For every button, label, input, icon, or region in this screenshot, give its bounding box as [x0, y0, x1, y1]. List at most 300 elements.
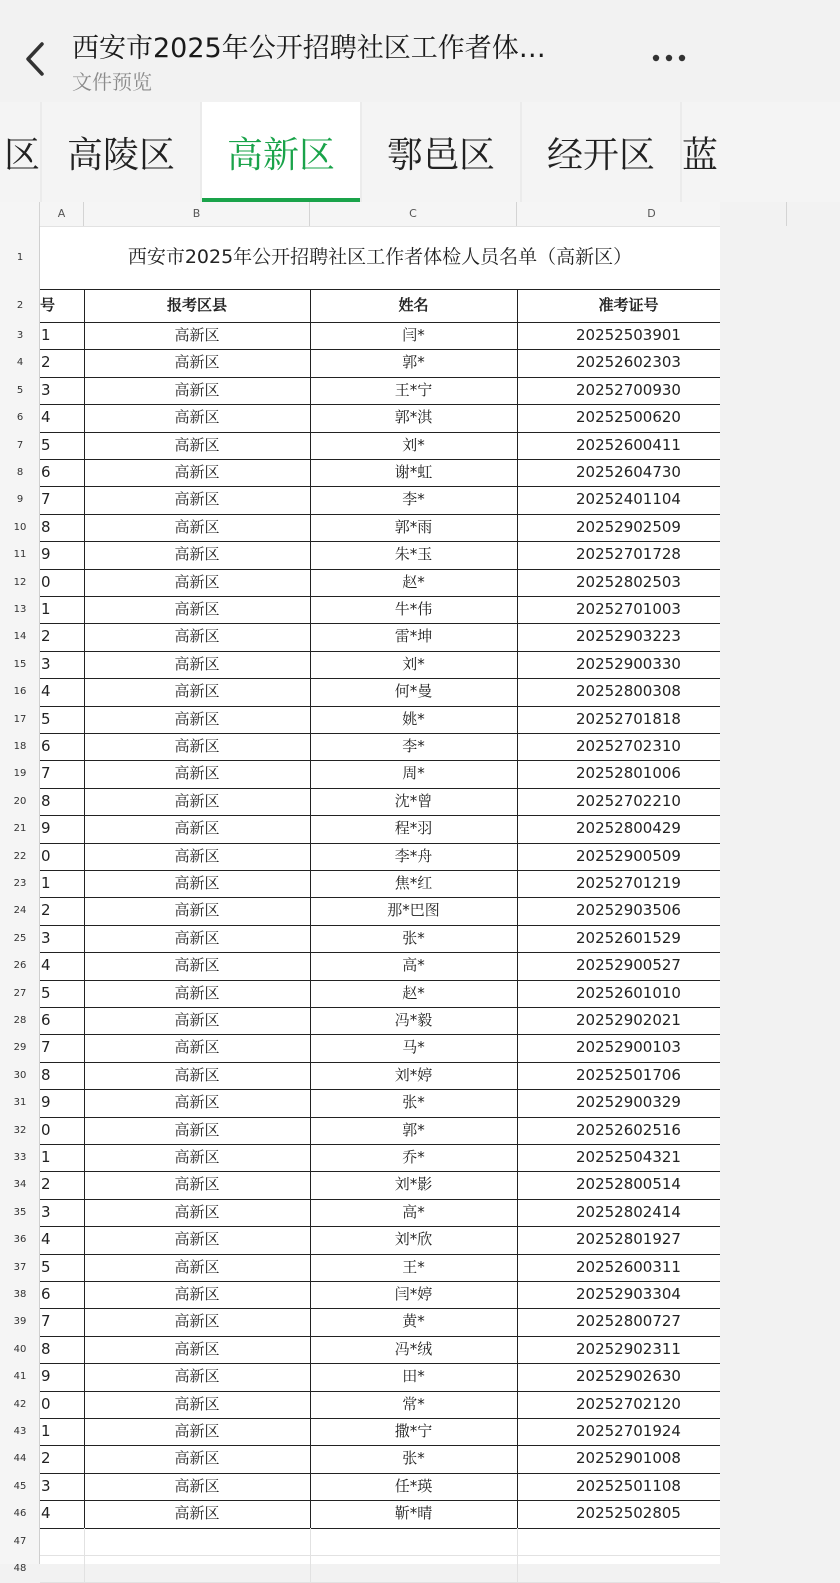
spreadsheet-grid[interactable]: [0, 202, 720, 1574]
table-cell-district[interactable]: 高新区: [174, 737, 220, 755]
column-header-c[interactable]: C: [310, 202, 517, 226]
table-cell-district[interactable]: 高新区: [174, 874, 220, 892]
table-cell-seq[interactable]: 7: [41, 1038, 51, 1057]
row-number[interactable]: 25: [13, 932, 27, 944]
table-cell-exam_id[interactable]: 20252602303: [576, 353, 681, 372]
row-number[interactable]: 46: [13, 1508, 27, 1520]
table-row-divider: [40, 1089, 720, 1090]
tab-label: 鄠邑区: [386, 134, 495, 176]
table-row-divider: [40, 459, 720, 460]
table-cell-seq[interactable]: 3: [41, 380, 51, 399]
table-cell-district[interactable]: 高新区: [174, 1093, 220, 1112]
table-cell-seq[interactable]: 5: [41, 1257, 51, 1276]
table-row-divider: [40, 1117, 720, 1118]
row-number[interactable]: 30: [13, 1069, 27, 1081]
table-cell-district[interactable]: 高新区: [174, 1394, 220, 1413]
table-cell-name[interactable]: 王*宁: [394, 380, 433, 399]
column-divider: [84, 1528, 85, 1583]
table-cell-name[interactable]: 马*: [402, 1038, 425, 1057]
table-cell-seq[interactable]: 8: [41, 1065, 51, 1084]
table-row-divider: [40, 1171, 720, 1172]
table-row-divider: [40, 349, 720, 350]
table-cell-seq[interactable]: 2: [41, 353, 51, 372]
tab-partial-left[interactable]: [0, 102, 40, 202]
table-cell-district[interactable]: 高新区: [174, 1148, 220, 1166]
table-cell-exam_id[interactable]: 20252600311: [576, 1257, 681, 1276]
tab-jingkai[interactable]: [522, 102, 680, 202]
table-row-divider: [40, 870, 720, 871]
table-cell-exam_id[interactable]: 20252901008: [576, 1449, 681, 1468]
table-cell-district[interactable]: 高新区: [174, 627, 220, 646]
table-cell-exam_id[interactable]: 20252903223: [576, 627, 681, 646]
table-cell-exam_id[interactable]: 20252702120: [576, 1394, 681, 1413]
table-cell-district[interactable]: 高新区: [174, 353, 220, 372]
table-cell-seq[interactable]: 2: [41, 1449, 51, 1468]
table-cell-name[interactable]: 赵*: [402, 572, 425, 591]
table-cell-seq[interactable]: 1: [41, 600, 51, 618]
table-row-divider: [40, 541, 720, 542]
table-cell-seq[interactable]: 8: [41, 791, 51, 810]
table-cell-district[interactable]: 高新区: [174, 1339, 220, 1358]
row-number[interactable]: 32: [13, 1124, 27, 1136]
sheet-title[interactable]: 西安市2025年公开招聘社区工作者体检人员名单（高新区）: [127, 246, 633, 268]
table-cell-district[interactable]: 高新区: [174, 791, 220, 810]
table-cell-exam_id[interactable]: 20252702210: [576, 791, 681, 810]
table-cell-district[interactable]: 高新区: [174, 1312, 220, 1331]
row-number[interactable]: 33: [13, 1152, 27, 1163]
table-cell-exam_id[interactable]: 20252800308: [576, 682, 681, 701]
table-cell-name[interactable]: 黄*: [402, 1312, 425, 1331]
table-cell-seq[interactable]: 1: [41, 874, 51, 892]
row-number[interactable]: 40: [13, 1343, 27, 1355]
table-cell-name[interactable]: 朱*玉: [394, 545, 433, 564]
table-cell-name[interactable]: 常*: [402, 1394, 425, 1413]
table-row-divider: [40, 289, 720, 290]
row-number[interactable]: 39: [13, 1316, 27, 1328]
table-cell-district[interactable]: 高新区: [174, 1065, 220, 1084]
table-cell-district[interactable]: 高新区: [174, 846, 220, 865]
table-cell-district[interactable]: 高新区: [174, 490, 220, 509]
row-number[interactable]: 9: [16, 494, 24, 506]
table-cell-seq[interactable]: 4: [41, 682, 51, 701]
table-cell-seq[interactable]: 1: [41, 326, 51, 344]
table-row-divider: [40, 1007, 720, 1008]
table-row-divider: [40, 897, 720, 898]
table-cell-seq[interactable]: 3: [41, 654, 51, 673]
table-row-divider: [40, 1473, 720, 1474]
table-cell-seq[interactable]: 6: [41, 1011, 51, 1029]
table-cell-name[interactable]: 那*巴图: [387, 901, 440, 920]
table-cell-exam_id[interactable]: 20252502805: [576, 1504, 681, 1523]
table-cell-district[interactable]: 高新区: [174, 435, 220, 454]
table-cell-exam_id[interactable]: 20252800514: [576, 1175, 681, 1194]
table-cell-district[interactable]: 高新区: [174, 1476, 220, 1495]
table-row-divider: [40, 1500, 720, 1501]
row-number[interactable]: 34: [13, 1179, 27, 1191]
table-cell-exam_id[interactable]: 20252900329: [576, 1093, 681, 1112]
table-header-cell[interactable]: 准考证号: [598, 296, 659, 314]
table-row-divider: [40, 952, 720, 953]
table-cell-seq[interactable]: 8: [41, 517, 51, 536]
table-cell-exam_id[interactable]: 20252501108: [576, 1476, 681, 1495]
column-header-b[interactable]: B: [84, 202, 310, 226]
column-header-a[interactable]: A: [40, 202, 84, 226]
table-cell-district[interactable]: 高新区: [174, 819, 220, 838]
table-cell-seq[interactable]: 6: [41, 463, 51, 481]
table-cell-seq[interactable]: 5: [41, 709, 51, 728]
table-cell-district[interactable]: 高新区: [174, 1285, 220, 1303]
row-number[interactable]: 35: [13, 1206, 27, 1218]
table-row-divider: [40, 1418, 720, 1419]
chevron-left-icon: [18, 36, 52, 82]
table-header-cell[interactable]: 姓名: [398, 296, 429, 314]
table-cell-name[interactable]: 赵*: [402, 983, 425, 1002]
row-number[interactable]: 4: [16, 357, 24, 369]
row-number[interactable]: 13: [13, 604, 27, 615]
table-row-divider: [40, 377, 720, 378]
table-cell-exam_id[interactable]: 20252500620: [576, 408, 681, 427]
row-number[interactable]: 17: [13, 713, 27, 725]
table-cell-exam_id[interactable]: 20252701728: [576, 545, 681, 564]
row-number[interactable]: 12: [13, 576, 27, 588]
row-number[interactable]: 1: [16, 252, 24, 263]
table-cell-seq[interactable]: 6: [41, 737, 51, 755]
table-cell-name[interactable]: 张*: [402, 1449, 425, 1468]
table-cell-name[interactable]: 冯*毅: [394, 1011, 433, 1029]
table-cell-exam_id[interactable]: 20252902509: [576, 517, 681, 536]
back-button[interactable]: [18, 36, 52, 82]
table-row-divider: [40, 596, 720, 597]
tab-gaoxin[interactable]: [202, 102, 360, 202]
row-number[interactable]: 29: [13, 1042, 27, 1054]
table-cell-seq[interactable]: 1: [41, 1422, 51, 1440]
table-row-divider: [40, 1034, 720, 1035]
row-number[interactable]: 7: [16, 439, 24, 451]
table-row-divider: [40, 514, 720, 515]
table-cell-district[interactable]: 高新区: [174, 545, 220, 564]
table-cell-exam_id[interactable]: 20252902021: [576, 1011, 681, 1029]
table-cell-name[interactable]: 程*羽: [394, 819, 433, 838]
table-cell-name[interactable]: 姚*: [402, 709, 425, 728]
table-cell-name[interactable]: 乔*: [402, 1148, 425, 1166]
table-cell-exam_id[interactable]: 20252800727: [576, 1312, 681, 1331]
table-cell-exam_id[interactable]: 20252701818: [576, 709, 681, 728]
table-cell-name[interactable]: 刘*: [402, 654, 425, 673]
table-cell-name[interactable]: 刘*婷: [394, 1065, 433, 1084]
table-cell-name[interactable]: 郭*雨: [394, 517, 433, 536]
table-row-divider: [40, 1363, 720, 1364]
more-button[interactable]: [648, 50, 692, 66]
table-cell-name[interactable]: 牛*伟: [394, 600, 433, 618]
table-cell-seq[interactable]: 9: [41, 545, 51, 564]
row-number[interactable]: 19: [13, 768, 27, 780]
tab-label: 区: [3, 134, 40, 176]
table-cell-district[interactable]: 高新区: [174, 901, 220, 920]
table-cell-seq[interactable]: 7: [41, 1312, 51, 1331]
table-cell-district[interactable]: 高新区: [174, 1202, 220, 1221]
table-cell-district[interactable]: 高新区: [174, 1038, 220, 1057]
table-cell-exam_id[interactable]: 20252802503: [576, 572, 681, 591]
table-cell-district[interactable]: 高新区: [174, 326, 220, 344]
table-cell-seq[interactable]: 7: [41, 764, 51, 783]
table-cell-district[interactable]: 高新区: [174, 1504, 220, 1523]
table-cell-seq[interactable]: 2: [41, 901, 51, 920]
table-cell-exam_id[interactable]: 20252903304: [576, 1285, 681, 1303]
table-cell-seq[interactable]: 9: [41, 819, 51, 838]
table-cell-district[interactable]: 高新区: [174, 928, 220, 947]
table-row-divider: [40, 1062, 720, 1063]
table-cell-district[interactable]: 高新区: [174, 380, 220, 399]
table-cell-name[interactable]: 任*瑛: [394, 1476, 433, 1495]
document-subtitle: 文件预览: [72, 70, 152, 94]
table-cell-district[interactable]: 高新区: [174, 517, 220, 536]
table-cell-exam_id[interactable]: 20252801927: [576, 1230, 681, 1249]
table-cell-seq[interactable]: 0: [41, 1394, 51, 1413]
table-cell-name[interactable]: 沈*曾: [394, 791, 433, 810]
table-cell-district[interactable]: 高新区: [174, 1175, 220, 1194]
table-row-divider: [40, 843, 720, 844]
table-cell-seq[interactable]: 4: [41, 956, 51, 975]
table-cell-exam_id[interactable]: 20252802414: [576, 1202, 681, 1221]
row-number[interactable]: 36: [13, 1234, 27, 1246]
table-cell-district[interactable]: 高新区: [174, 572, 220, 591]
table-cell-exam_id[interactable]: 20252503901: [576, 326, 681, 344]
table-row-divider: [40, 1445, 720, 1446]
table-cell-district[interactable]: 高新区: [174, 1230, 220, 1249]
table-cell-district[interactable]: 高新区: [174, 1120, 220, 1139]
table-cell-district[interactable]: 高新区: [174, 463, 220, 481]
row-number[interactable]: 45: [13, 1480, 27, 1492]
row-number[interactable]: 41: [13, 1371, 27, 1383]
column-divider: [517, 1528, 518, 1583]
row-number[interactable]: 2: [16, 300, 24, 311]
row-number[interactable]: 3: [16, 330, 24, 341]
table-row-divider: [40, 1254, 720, 1255]
table-header-cell[interactable]: 报考区县: [166, 296, 227, 314]
table-cell-seq[interactable]: 9: [41, 1367, 51, 1386]
row-number[interactable]: 38: [13, 1289, 27, 1300]
table-cell-name[interactable]: 闫*: [402, 326, 425, 344]
table-cell-seq[interactable]: 5: [41, 435, 51, 454]
table-cell-seq[interactable]: 8: [41, 1339, 51, 1358]
row-number[interactable]: 43: [13, 1426, 27, 1437]
row-number[interactable]: 11: [13, 549, 27, 561]
table-cell-seq[interactable]: 0: [41, 572, 51, 591]
table-cell-name[interactable]: 靳*晴: [394, 1504, 433, 1523]
table-cell-name[interactable]: 田*: [402, 1367, 425, 1386]
table-cell-exam_id[interactable]: 20252701219: [576, 874, 681, 892]
row-number[interactable]: 6: [16, 412, 24, 424]
table-cell-name[interactable]: 郭*淇: [394, 408, 433, 427]
table-row-divider: [40, 760, 720, 761]
table-cell-name[interactable]: 谢*虹: [394, 463, 433, 481]
more-horizontal-icon: [648, 50, 692, 66]
table-cell-exam_id[interactable]: 20252900527: [576, 956, 681, 975]
table-cell-name[interactable]: 撒*宁: [394, 1422, 433, 1440]
row-number[interactable]: 23: [13, 878, 27, 889]
table-row-divider: [40, 980, 720, 981]
table-cell-name[interactable]: 焦*红: [394, 874, 433, 892]
row-number[interactable]: 14: [13, 631, 27, 643]
table-cell-district[interactable]: 高新区: [174, 600, 220, 618]
table-cell-name[interactable]: 李*舟: [394, 846, 433, 865]
table-cell-exam_id[interactable]: 20252902630: [576, 1367, 681, 1386]
table-cell-name[interactable]: 张*: [402, 928, 425, 947]
table-row-divider: [40, 404, 720, 405]
row-number[interactable]: 47: [13, 1535, 27, 1547]
row-divider: [40, 1555, 720, 1556]
tab-label: 高陵区: [66, 134, 175, 176]
table-cell-exam_id[interactable]: 20252903506: [576, 901, 681, 920]
row-number[interactable]: 22: [13, 850, 27, 862]
sheet-tabs: [0, 102, 720, 202]
table-cell-seq[interactable]: 3: [41, 928, 51, 947]
column-header-bar: [0, 202, 720, 227]
table-row-divider: [40, 1281, 720, 1282]
table-row-divider: [40, 432, 720, 433]
table-cell-seq[interactable]: 3: [41, 1202, 51, 1221]
row-number[interactable]: 10: [13, 521, 27, 533]
table-column-divider: [84, 289, 85, 1528]
table-cell-name[interactable]: 李*: [402, 737, 425, 755]
table-cell-name[interactable]: 高*: [402, 1202, 425, 1221]
table-cell-name[interactable]: 闫*婷: [394, 1285, 433, 1303]
table-row-divider: [40, 1308, 720, 1309]
table-cell-seq[interactable]: 7: [41, 490, 51, 509]
row-number[interactable]: 15: [13, 658, 27, 670]
table-cell-name[interactable]: 雷*坤: [394, 627, 433, 646]
table-cell-district[interactable]: 高新区: [174, 682, 220, 701]
table-row-divider: [40, 788, 720, 789]
table-cell-seq[interactable]: 6: [41, 1285, 51, 1303]
table-row-divider: [40, 1336, 720, 1337]
table-cell-district[interactable]: 高新区: [174, 654, 220, 673]
table-cell-exam_id[interactable]: 20252602516: [576, 1120, 681, 1139]
table-row-divider: [40, 1528, 720, 1529]
row-number[interactable]: 42: [13, 1398, 27, 1410]
row-number[interactable]: 5: [16, 384, 24, 396]
table-cell-district[interactable]: 高新区: [174, 1367, 220, 1386]
table-row-divider: [40, 1144, 720, 1145]
tab-label: 经开区: [546, 134, 655, 176]
table-cell-exam_id[interactable]: 20252800429: [576, 819, 681, 838]
table-cell-name[interactable]: 刘*影: [394, 1175, 433, 1194]
row-number[interactable]: 26: [13, 960, 27, 972]
table-row-divider: [40, 678, 720, 679]
tab-partial-right[interactable]: [682, 102, 840, 202]
table-cell-seq[interactable]: 9: [41, 1093, 51, 1112]
row-number[interactable]: 27: [13, 987, 27, 999]
table-cell-district[interactable]: 高新区: [174, 1257, 220, 1276]
table-row-divider: [40, 486, 720, 487]
tab-huyi[interactable]: [362, 102, 520, 202]
table-cell-seq[interactable]: 0: [41, 1120, 51, 1139]
table-cell-name[interactable]: 李*: [402, 490, 425, 509]
tab-label: 蓝: [682, 134, 719, 176]
table-cell-name[interactable]: 郭*: [402, 1120, 425, 1139]
table-cell-seq[interactable]: 0: [41, 846, 51, 865]
table-cell-exam_id[interactable]: 20252604730: [576, 463, 681, 481]
table-cell-exam_id[interactable]: 20252702310: [576, 737, 681, 755]
tab-label: 高新区: [226, 134, 335, 176]
table-row-divider: [40, 322, 720, 323]
table-cell-exam_id[interactable]: 20252504321: [576, 1148, 681, 1166]
row-number[interactable]: 44: [13, 1453, 27, 1465]
table-cell-seq[interactable]: 2: [41, 1175, 51, 1194]
row-number[interactable]: 16: [13, 686, 27, 698]
table-cell-district[interactable]: 高新区: [174, 764, 220, 783]
table-cell-exam_id[interactable]: 20252902311: [576, 1339, 681, 1358]
table-cell-district[interactable]: 高新区: [174, 408, 220, 427]
table-cell-exam_id[interactable]: 20252601529: [576, 928, 681, 947]
table-cell-seq[interactable]: 1: [41, 1148, 51, 1166]
table-cell-district[interactable]: 高新区: [174, 983, 220, 1002]
table-column-divider: [310, 289, 311, 1528]
row-number[interactable]: 8: [16, 467, 24, 478]
table-cell-exam_id[interactable]: 20252600411: [576, 435, 681, 454]
table-cell-seq[interactable]: 2: [41, 627, 51, 646]
table-cell-district[interactable]: 高新区: [174, 1422, 220, 1440]
table-cell-exam_id[interactable]: 20252801006: [576, 764, 681, 783]
table-cell-name[interactable]: 冯*绒: [394, 1339, 433, 1358]
table-cell-exam_id[interactable]: 20252701924: [576, 1422, 681, 1440]
table-cell-name[interactable]: 周*: [402, 764, 425, 783]
row-number[interactable]: 24: [13, 905, 27, 917]
table-cell-exam_id[interactable]: 20252601010: [576, 983, 681, 1002]
table-cell-exam_id[interactable]: 20252900330: [576, 654, 681, 673]
table-row-divider: [40, 1199, 720, 1200]
table-row-divider: [40, 1226, 720, 1227]
row-number[interactable]: 18: [13, 741, 27, 752]
table-cell-name[interactable]: 刘*欣: [394, 1230, 433, 1249]
table-cell-exam_id[interactable]: 20252700930: [576, 380, 681, 399]
table-row-divider: [40, 815, 720, 816]
table-cell-name[interactable]: 张*: [402, 1093, 425, 1112]
table-cell-exam_id[interactable]: 20252401104: [576, 490, 681, 509]
table-cell-name[interactable]: 刘*: [402, 435, 425, 454]
table-cell-district[interactable]: 高新区: [174, 709, 220, 728]
table-cell-district[interactable]: 高新区: [174, 956, 220, 975]
table-cell-name[interactable]: 王*: [402, 1257, 425, 1276]
table-cell-exam_id[interactable]: 20252501706: [576, 1065, 681, 1084]
table-cell-district[interactable]: 高新区: [174, 1011, 220, 1029]
table-cell-name[interactable]: 高*: [402, 956, 425, 975]
column-header-d[interactable]: D: [517, 202, 787, 226]
table-cell-district[interactable]: 高新区: [174, 1449, 220, 1468]
table-row-divider: [40, 706, 720, 707]
row-number[interactable]: 21: [13, 823, 27, 835]
corner-cell[interactable]: [0, 202, 40, 226]
table-cell-seq[interactable]: 4: [41, 1504, 51, 1523]
row-number[interactable]: 48: [13, 1563, 27, 1574]
table-cell-seq[interactable]: 3: [41, 1476, 51, 1495]
row-number[interactable]: 20: [13, 795, 27, 807]
table-row-divider: [40, 623, 720, 624]
row-number[interactable]: 31: [13, 1097, 27, 1109]
row-number[interactable]: 28: [13, 1015, 27, 1026]
row-number[interactable]: 37: [13, 1261, 27, 1273]
table-cell-seq[interactable]: 4: [41, 1230, 51, 1249]
table-cell-seq[interactable]: 4: [41, 408, 51, 427]
table-cell-exam_id[interactable]: 20252900103: [576, 1038, 681, 1057]
table-cell-name[interactable]: 郭*: [402, 353, 425, 372]
table-header-cell[interactable]: 号: [40, 296, 56, 314]
tab-gaoling[interactable]: [42, 102, 200, 202]
table-cell-name[interactable]: 何*曼: [394, 682, 433, 701]
table-cell-exam_id[interactable]: 20252900509: [576, 846, 681, 865]
table-cell-exam_id[interactable]: 20252701003: [576, 600, 681, 618]
table-cell-seq[interactable]: 5: [41, 983, 51, 1002]
